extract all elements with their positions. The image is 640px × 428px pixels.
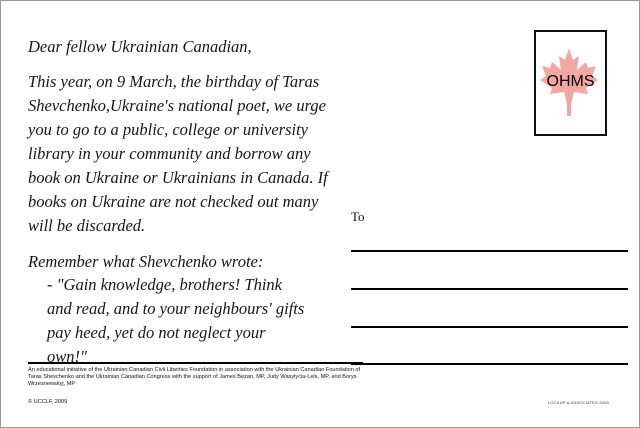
greeting: Dear fellow Ukrainian Canadian,	[28, 37, 252, 56]
stamp-label: OHMS	[546, 73, 595, 90]
address-line	[351, 326, 628, 328]
message-paragraph: This year, on 9 March, the birthday of Taras Shevchenko,Ukraine's national poet, we urge you to go to a public, college or university library in your community and borrow any book on Ukraine or Ukrainians in Canada. If books on Ukraine are not checked out many will be discarded.	[28, 72, 328, 235]
shevchenko-quote: - "Gain knowledge, brothers! Think and read, and to your neighbours' gifts pay heed, yet do not neglect your own!"	[47, 275, 305, 366]
address-line	[351, 363, 628, 365]
quote-intro: Remember what Shevchenko wrote:	[28, 252, 264, 271]
to-label: To	[351, 209, 365, 224]
stamp-box	[534, 30, 607, 136]
footer-divider	[28, 362, 363, 364]
footer-initiative-text: An educational initiative of the Ukrainian Canadian Civil Liberties Foundation in association with the Ukrainian Canadian Foundation of Taras Shevchenko and the Ukrainian Canadian Congress with the support of James Bezan, MP, Judy Wasylycia-Leis, MP, and Borys Wrzesnewskyj, MP	[28, 367, 361, 387]
address-line	[351, 288, 628, 290]
lockup-credit: LOCKUP & ASSOCIATES 2009	[547, 400, 609, 405]
copyright-text: © UCCLF, 2009	[28, 399, 68, 405]
address-line	[351, 250, 628, 252]
